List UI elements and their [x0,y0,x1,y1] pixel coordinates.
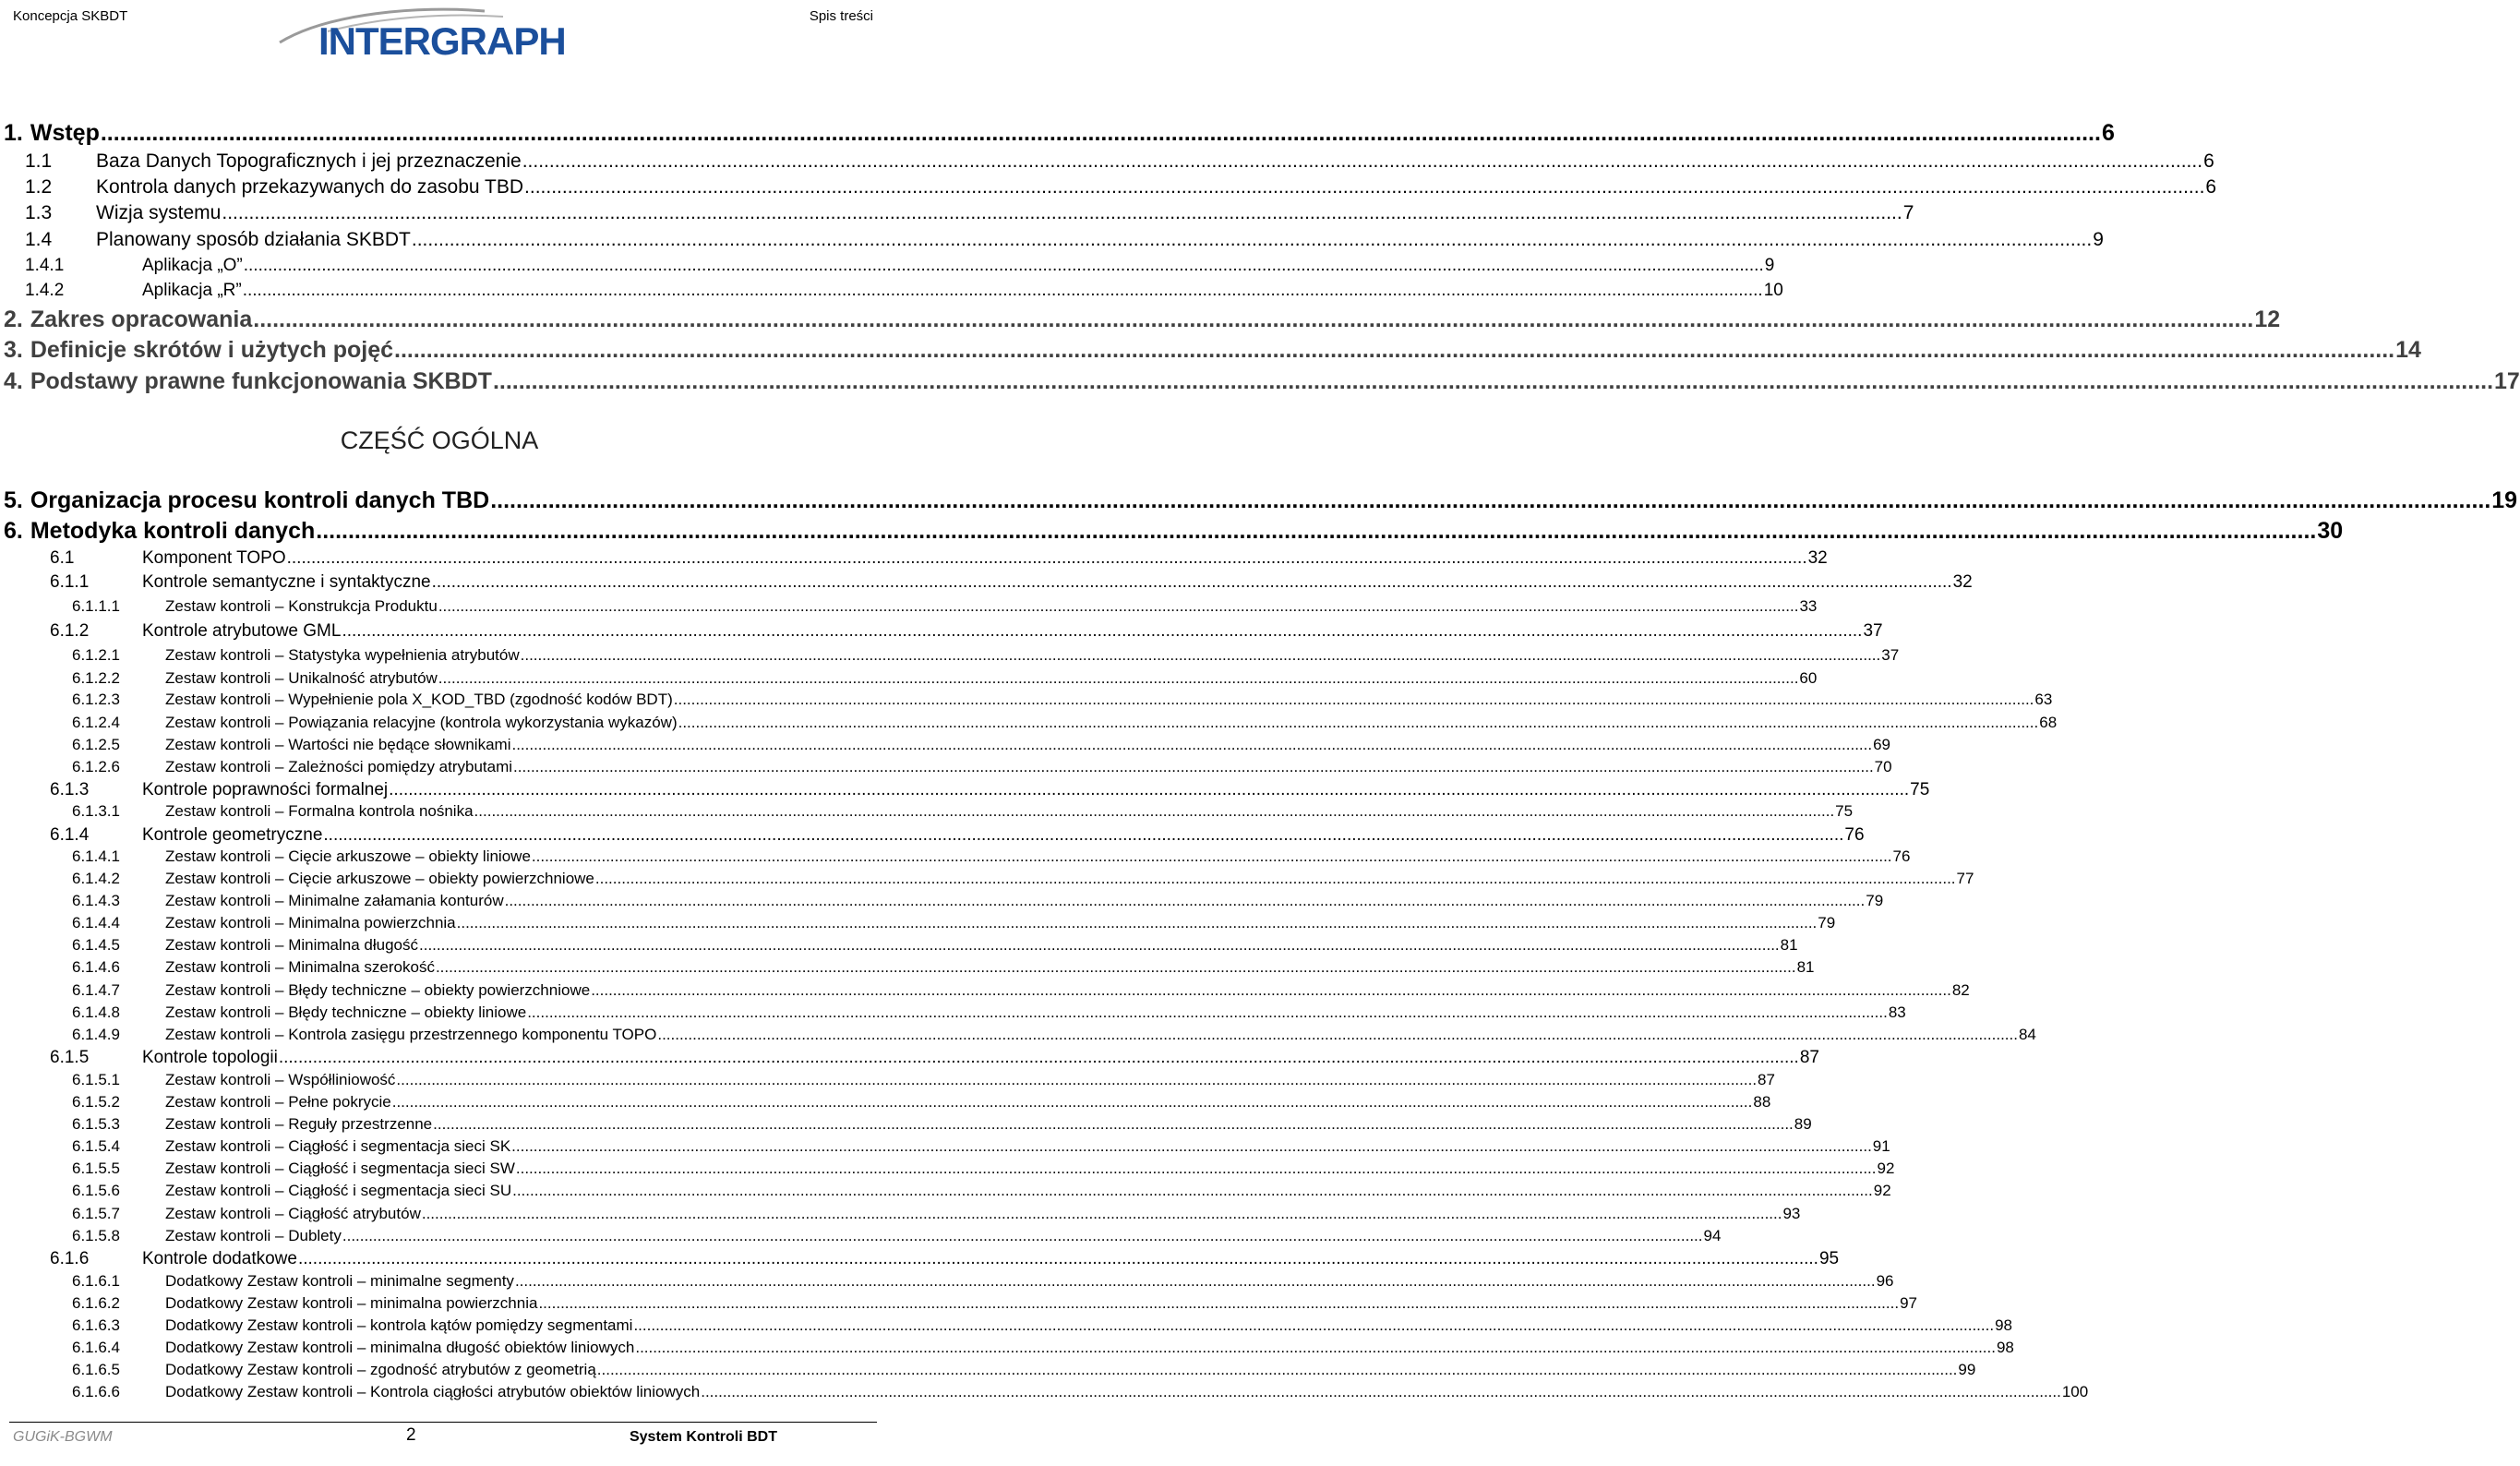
toc-leader-dots [490,487,2490,514]
intergraph-logo [272,4,566,66]
toc-entry-number: 6.1.5.6 [72,1182,120,1199]
toc-leader-dots [342,621,1862,642]
toc-entry-number: 6.1.6.2 [72,1294,120,1312]
toc-entry-page: 6 [2205,176,2217,198]
toc-entry-number: 1.4.1 [25,256,65,275]
toc-entry-number: 6.1.4.6 [72,958,120,976]
toc-entry-title: Kontrole poprawności formalnej [142,780,389,799]
toc-entry[interactable] [72,892,1884,910]
toc-entry-page: 84 [2018,1026,2036,1043]
toc-leader-dots [396,1071,1757,1089]
toc-entry-title: Dodatkowy Zestaw kontroli – minimalna powierzchnia [165,1294,538,1312]
toc-entry-page: 81 [1796,958,1815,976]
toc-entry-number: 6.1.2.2 [72,669,120,687]
toc-entry[interactable] [72,1093,1771,1112]
toc-entry-title: Wizja systemu [96,202,222,223]
toc-entry-title: Dodatkowy Zestaw kontroli – zgodność atrybutów z geometrią [165,1361,596,1378]
toc-entry[interactable] [72,1205,1801,1223]
toc-leader-dots [532,847,1892,866]
toc-entry-number: 6.1.2.4 [72,714,120,731]
toc-leader-dots [244,256,1764,276]
toc-entry-title: Zestaw kontroli – Minimalna długość [165,936,419,954]
toc-entry-page: 12 [2254,306,2281,332]
toc-entry-page: 77 [1956,870,1974,887]
toc-entry-number: 6.1.6.5 [72,1361,120,1378]
toc-entry-title: Zestaw kontroli – Wypełnienie pola X_KOD_TBD (zgodność kodów BDT) [165,691,673,708]
toc-entry-page: 9 [2093,229,2104,250]
toc-entry[interactable] [72,1339,2014,1357]
toc-entry-page: 33 [1799,597,1818,615]
toc-entry[interactable] [72,1026,2036,1044]
toc-entry[interactable] [72,758,1892,776]
toc-entry-page: 6 [2101,120,2115,146]
toc-entry-title: Komponent TOPO [142,548,286,568]
toc-entry-title: Metodyka kontroli danych [30,518,316,544]
toc-entry-number: 6.1.6.6 [72,1383,120,1400]
toc-entry-number: 6.1.3 [50,780,90,799]
toc-entry-page: 6 [2203,150,2214,172]
toc-entry-title: Kontrole atrybutowe GML [142,621,342,641]
toc-entry-number: 5. [4,487,23,513]
toc-entry[interactable] [72,1115,1812,1134]
toc-entry-title: Organizacja procesu kontroli danych TBD [30,487,490,513]
toc-entry-page: 32 [1952,572,1973,592]
toc-entry-title: Kontrole dodatkowe [142,1249,297,1268]
toc-leader-dots [287,548,1807,569]
logo-wordmark: INTERGRAPH [318,19,566,63]
toc-entry-page: 98 [1996,1339,2014,1356]
toc-entry[interactable] [72,981,1970,1000]
toc-leader-dots [521,646,1881,665]
toc-leader-dots [522,150,2202,173]
toc-entry-title: Zestaw kontroli – Minimalna szerokość [165,958,435,976]
toc-leader-dots [412,229,2092,251]
toc-entry-number: 6.1.1 [50,572,90,592]
toc-entry-title: Zestaw kontroli – Ciągłość i segmentacja sieci SW [165,1160,515,1177]
toc-leader-dots [394,337,2394,364]
toc-leader-dots [635,1339,1996,1357]
toc-entry-page: 98 [1995,1316,2012,1334]
toc-entry-title: Zestaw kontroli – Kontrola zasięgu przestrzennego komponentu TOPO [165,1026,657,1043]
toc-leader-dots [392,1093,1753,1112]
toc-entry[interactable] [72,1383,2089,1401]
toc-leader-dots [513,758,1874,776]
toc-leader-dots [511,736,1872,754]
toc-entry[interactable] [25,229,2104,251]
toc-entry-number: 6.1.5.8 [72,1227,120,1244]
toc-entry[interactable] [72,1361,1976,1379]
toc-entry[interactable] [72,1294,1917,1313]
toc-entry[interactable] [72,1071,1775,1089]
toc-entry-title: Zestaw kontroli – Ciągłość i segmentacja sieci SK [165,1137,511,1155]
toc-entry-number: 1.4.2 [25,281,65,300]
toc-entry-number: 6.1.1.1 [72,597,120,615]
toc-leader-dots [674,691,2034,709]
toc-entry[interactable] [72,958,1815,977]
header-section-label: Spis treści [809,8,873,24]
toc-entry[interactable] [4,487,2518,514]
toc-entry-page: 9 [1764,256,1775,275]
toc-entry[interactable] [4,518,2344,545]
toc-leader-dots [298,1249,1818,1269]
toc-leader-dots [511,1137,1872,1156]
toc-leader-dots [538,1294,1899,1313]
toc-entry-number: 6.1.5 [50,1048,90,1067]
toc-entry-number: 6.1.5.2 [72,1093,120,1111]
toc-entry-page: 10 [1763,281,1783,300]
toc-entry-title: Zestaw kontroli – Pełne pokrycie [165,1093,391,1111]
toc-entry[interactable] [50,572,1973,593]
toc-entry[interactable] [4,306,2281,333]
toc-leader-dots [323,825,1843,846]
toc-entry-title: Zestaw kontroli – Reguły przestrzenne [165,1115,433,1133]
toc-entry-title: Kontrole topologii [142,1048,278,1067]
toc-entry-page: 89 [1794,1115,1812,1133]
toc-entry-number: 1.4 [25,229,53,250]
toc-entry-number: 6.1 [50,548,75,568]
toc-entry[interactable] [25,150,2214,173]
toc-entry-page: 32 [1807,548,1828,568]
toc-entry-title: Zestaw kontroli – Formalna kontrola nośnika [165,802,474,820]
toc-entry-page: 95 [1818,1249,1840,1268]
toc-entry-number: 6.1.4.3 [72,892,120,909]
toc-entry[interactable] [25,256,1775,276]
toc-entry-title: Dodatkowy Zestaw kontroli – minimalna długość obiektów liniowych [165,1339,635,1356]
toc-entry-title: Aplikacja „O” [142,256,243,275]
toc-entry-number: 1. [4,120,23,146]
toc-entry-title: Zestaw kontroli – Błędy techniczne – obiekty powierzchniowe [165,981,591,999]
toc-entry-page: 96 [1876,1272,1894,1290]
toc-entry-page: 87 [1758,1071,1775,1088]
toc-entry-page: 97 [1900,1294,1917,1312]
toc-entry-title: Zestaw kontroli – Minimalna powierzchnia [165,914,456,931]
toc-entry-page: 76 [1844,825,1865,845]
toc-entry-page: 82 [1951,981,1970,999]
toc-entry-title: Kontrola danych przekazywanych do zasobu TBD [96,176,524,198]
toc-leader-dots [279,1048,1799,1068]
toc-entry-page: 14 [2395,337,2421,363]
toc-entry-number: 1.1 [25,150,53,172]
toc-entry-number: 6.1.3.1 [72,802,120,820]
toc-entry[interactable] [72,847,1911,866]
toc-entry-number: 2. [4,306,23,332]
toc-entry-number: 6.1.6.1 [72,1272,120,1290]
toc-entry-title: Planowany sposób działania SKBDT [96,229,411,250]
toc-entry-number: 6.1.4.1 [72,847,120,865]
toc-leader-dots [701,1383,2061,1401]
toc-entry-page: 87 [1799,1048,1819,1067]
toc-entry-number: 6.1.5.1 [72,1071,120,1088]
toc-entry-number: 6.1.2.3 [72,691,120,708]
toc-entry-number: 1.2 [25,176,53,198]
toc-entry[interactable] [50,1048,1819,1068]
toc-entry-page: 88 [1753,1093,1771,1111]
toc-entry-page: 7 [1902,202,1914,223]
footer-page-number: 2 [406,1425,416,1445]
toc-entry-page: 92 [1873,1182,1891,1199]
toc-entry-number: 6.1.5.5 [72,1160,120,1177]
toc-entry-number: 6.1.4.5 [72,936,120,954]
toc-entry-number: 6.1.2.6 [72,758,120,775]
toc-entry-number: 6.1.4.2 [72,870,120,887]
toc-entry[interactable] [72,646,1900,665]
toc-leader-dots [457,914,1818,932]
toc-leader-dots [516,1160,1877,1178]
toc-entry[interactable] [4,120,2115,147]
toc-entry[interactable] [4,337,2421,364]
toc-leader-dots [678,714,2039,732]
toc-entry-number: 6.1.2.5 [72,736,120,753]
toc-entry-number: 6.1.6 [50,1249,90,1268]
toc-entry-number: 1.3 [25,202,53,223]
toc-leader-dots [597,1361,1958,1379]
toc-entry[interactable] [72,1316,2012,1335]
toc-entry-title: Zestaw kontroli – Minimalne załamania konturów [165,892,504,909]
toc-leader-dots [591,981,1951,1000]
toc-entry[interactable] [72,1182,1891,1200]
toc-leader-dots [474,802,1835,821]
toc-entry-number: 6.1.4.9 [72,1026,120,1043]
toc-entry-number: 6.1.2.1 [72,646,120,664]
toc-entry-title: Dodatkowy Zestaw kontroli – kontrola kątów pomiędzy segmentami [165,1316,633,1334]
toc-entry-page: 30 [2317,518,2344,544]
toc-entry-page: 17 [2494,368,2520,394]
toc-entry-title: Zestaw kontroli – Błędy techniczne – obiekty liniowe [165,1003,527,1021]
toc-entry[interactable] [72,736,1891,754]
toc-leader-dots [595,870,1956,888]
toc-entry-title: Zestaw kontroli – Statystyka wypełnienia atrybutów [165,646,520,664]
toc-entry[interactable] [72,669,1818,688]
toc-leader-dots [524,176,2204,198]
toc-entry-title: Dodatkowy Zestaw kontroli – minimalne segmenty [165,1272,514,1290]
toc-entry-number: 6.1.4.8 [72,1003,120,1021]
toc-entry-number: 6. [4,518,23,544]
toc-leader-dots [527,1003,1888,1022]
toc-leader-dots [438,597,1799,616]
toc-entry-page: 63 [2034,691,2053,708]
toc-entry-page: 68 [2039,714,2058,731]
toc-entry-title: Zestaw kontroli – Współliniowość [165,1071,396,1088]
toc-entry[interactable] [50,621,1883,642]
toc-entry-title: Kontrole semantyczne i syntaktyczne [142,572,431,592]
toc-entry[interactable] [50,548,1828,569]
footer-right-label: System Kontroli BDT [629,1429,777,1445]
toc-entry-page: 70 [1874,758,1892,775]
toc-entry[interactable] [72,1227,1722,1245]
toc-leader-dots [493,368,2493,395]
toc-leader-dots [316,518,2316,545]
toc-leader-dots [419,936,1780,955]
toc-leader-dots [342,1227,1703,1245]
toc-leader-dots [433,1115,1794,1134]
toc-leader-dots [438,669,1799,688]
header-document-title: Koncepcja SKBDT [13,8,128,24]
toc-entry-title: Zestaw kontroli – Ciągłość i segmentacja sieci SU [165,1182,512,1199]
toc-entry-number: 6.1.4.7 [72,981,120,999]
toc-entry[interactable] [72,936,1798,955]
toc-entry-title: Zestaw kontroli – Zależności pomiędzy atrybutami [165,758,513,775]
toc-entry-number: 6.1.2 [50,621,90,641]
toc-entry-title: Wstęp [30,120,100,146]
toc-entry-page: 69 [1873,736,1891,753]
toc-entry-page: 81 [1780,936,1798,954]
toc-entry-page: 83 [1888,1003,1906,1021]
toc-entry-title: Zakres opracowania [30,306,253,332]
toc-entry-title: Zestaw kontroli – Wartości nie będące słownikami [165,736,511,753]
toc-entry-page: 19 [2491,487,2518,513]
toc-entry-number: 6.1.4.4 [72,914,120,931]
toc-entry[interactable] [72,1137,1890,1156]
toc-leader-dots [243,281,1763,301]
toc-entry[interactable] [72,802,1854,821]
toc-entry-title: Zestaw kontroli – Cięcie arkuszowe – obiekty liniowe [165,847,531,865]
toc-entry-title: Zestaw kontroli – Konstrukcja Produktu [165,597,438,615]
toc-entry-title: Zestaw kontroli – Dublety [165,1227,342,1244]
toc-entry-page: 91 [1872,1137,1890,1155]
toc-entry-number: 6.1.4 [50,825,90,845]
toc-entry-number: 6.1.5.4 [72,1137,120,1155]
toc-entry-page: 76 [1892,847,1911,865]
toc-leader-dots [436,958,1796,977]
toc-entry-number: 3. [4,337,23,363]
toc-entry[interactable] [72,1160,1895,1178]
toc-entry-page: 79 [1866,892,1884,909]
toc-entry-number: 6.1.6.4 [72,1339,120,1356]
toc-entry[interactable] [25,202,1914,224]
toc-leader-dots [515,1272,1876,1291]
toc-entry[interactable] [72,597,1818,616]
toc-entry-title: Zestaw kontroli – Ciągłość atrybutów [165,1205,421,1222]
toc-entry[interactable] [50,780,1930,800]
toc-entry[interactable] [4,368,2520,395]
toc-entry-page: 75 [1910,780,1930,799]
toc-entry[interactable] [50,825,1865,846]
toc-entry[interactable] [72,691,2053,709]
toc-entry-title: Baza Danych Topograficznych i jej przeznaczenie [96,150,522,172]
toc-entry[interactable] [72,914,1836,932]
toc-leader-dots [633,1316,1994,1335]
toc-entry-page: 92 [1877,1160,1895,1177]
toc-entry[interactable] [72,870,1974,888]
toc-entry-page: 94 [1703,1227,1722,1244]
toc-leader-dots [389,780,1909,800]
toc-leader-dots [432,572,1952,593]
toc-entry-page: 37 [1863,621,1883,641]
toc-entry-number: 6.1.5.7 [72,1205,120,1222]
toc-entry-page: 93 [1782,1205,1801,1222]
toc-entry[interactable] [25,281,1783,301]
toc-entry-title: Aplikacja „R” [142,281,242,300]
toc-entry-number: 4. [4,368,23,394]
toc-entry[interactable] [72,714,2058,732]
toc-entry-page: 99 [1958,1361,1976,1378]
toc-entry-number: 6.1.6.3 [72,1316,120,1334]
toc-entry-title: Podstawy prawne funkcjonowania SKBDT [30,368,492,394]
toc-entry-title: Definicje skrótów i użytych pojęć [30,337,394,363]
footer-rule [9,1422,877,1423]
toc-entry-title: Zestaw kontroli – Powiązania relacyjne (kontrola wykorzystania wykazów) [165,714,678,731]
toc-entry[interactable] [25,176,2217,198]
toc-entry-title: Zestaw kontroli – Unikalność atrybutów [165,669,438,687]
toc-entry-page: 79 [1818,914,1836,931]
toc-entry-title: Kontrole geometryczne [142,825,323,845]
footer-left-label: GUGiK-BGWM [13,1429,113,1445]
section-title: CZĘŚĆ OGÓLNA [340,427,539,454]
toc-entry-page: 60 [1799,669,1818,687]
toc-entry-page: 37 [1881,646,1900,664]
toc-entry-title: Dodatkowy Zestaw kontroli – Kontrola ciągłości atrybutów obiektów liniowych [165,1383,701,1400]
toc-leader-dots [253,306,2253,333]
toc-entry[interactable] [72,1272,1894,1291]
toc-entry-number: 6.1.5.3 [72,1115,120,1133]
toc-entry[interactable] [50,1249,1840,1269]
toc-leader-dots [222,202,1902,224]
toc-entry-page: 100 [2061,1383,2089,1400]
toc-entry-page: 75 [1835,802,1854,820]
toc-leader-dots [657,1026,2018,1044]
toc-leader-dots [512,1182,1873,1200]
toc-leader-dots [422,1205,1782,1223]
toc-entry[interactable] [72,1003,1906,1022]
toc-entry-title: Zestaw kontroli – Cięcie arkuszowe – obiekty powierzchniowe [165,870,594,887]
toc-leader-dots [101,120,2101,147]
toc-leader-dots [505,892,1866,910]
